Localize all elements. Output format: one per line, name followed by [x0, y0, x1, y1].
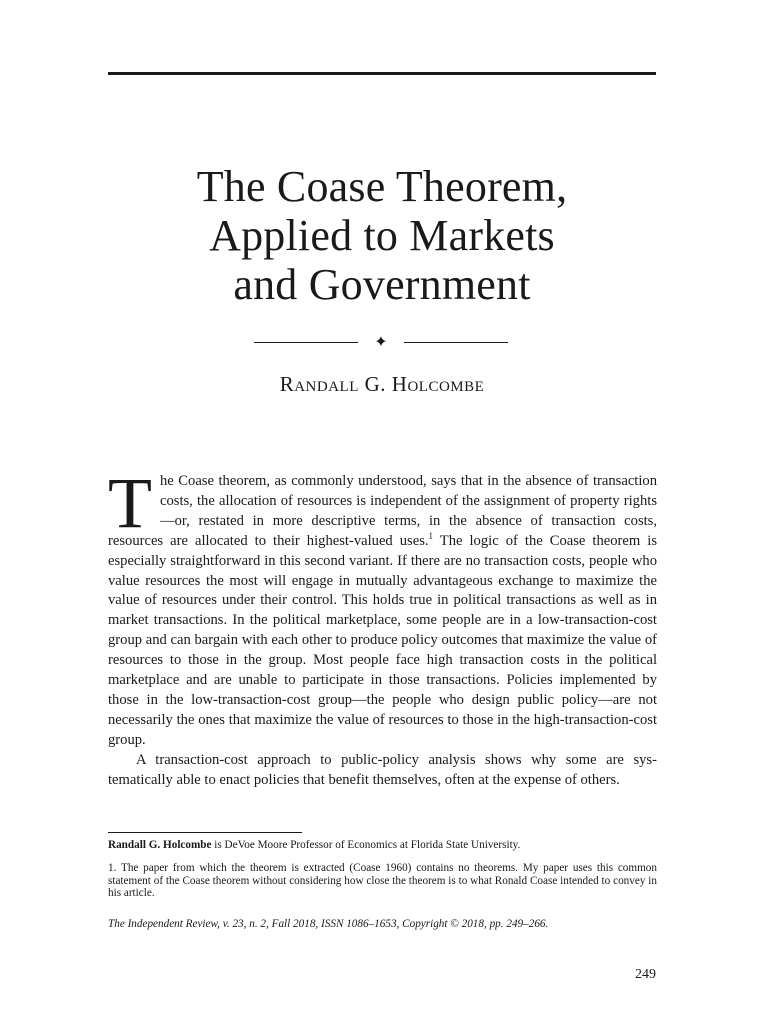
footnote-rule — [108, 832, 302, 833]
title-line-1: The Coase Theorem, — [196, 162, 568, 211]
paragraph-2: A transaction-cost approach to public-policy analysis shows why some are systematically able to enact policies that benefit themselves, often at the expense of others. — [108, 751, 657, 788]
drop-cap: T — [108, 463, 152, 543]
footnote-1: 1. The paper from which the theorem is extracted (Coase 1960) contains no theorems. My paper uses this common statement of the Coase theorem without considering how close the theorem is to what Ronald Coase intended to convey in his article. — [108, 862, 657, 900]
title-line-3: and Government — [233, 260, 531, 309]
title-ornament — [254, 333, 508, 353]
article-body — [108, 463, 657, 791]
footnote-marker[interactable]: 1 — [428, 530, 434, 541]
page-number: 249 — [635, 967, 656, 982]
footnote-author-name: Randall G. Holcombe — [108, 839, 212, 851]
paragraph-1-part-2: The logic of the Coase theorem is especially straightforward in this second variant. If there are no transaction costs, people who value resources the most will engage in mutually advantageous exchange to maximize the value of resources under their control. This holds true in political transactions as well as in market transactions. In the political marketplace, some people are in a low-transaction-cost group and can bargain with each other to produce policy outcomes that maximize the value of resources to those in the group. Most people face high transaction costs in the political marketplace and are unable to participate in those transactions. Policies implemented by those in the low-transaction-cost group—the people who design public policy—are not necessarily the ones that maximize the value of resources to those in the high-transaction-cost group. — [108, 532, 657, 748]
journal-citation: The Independent Review, v. 23, n. 2, Fall 2018, ISSN 1086–1653, Copyright © 2018, pp. 249–266. — [108, 918, 549, 930]
author-name: Randall G. Holcombe — [279, 372, 485, 396]
top-rule — [108, 72, 656, 75]
title-line-2: Applied to Markets — [209, 211, 555, 260]
author-footnote — [108, 838, 657, 852]
article-title — [108, 162, 656, 309]
star-icon: ✦ — [374, 334, 388, 351]
paragraph-1-part-1: he Coase theorem, as commonly understood, says that in the absence of transaction costs, the allocation of resources is independent of the assignment of property rights—or, restated in more descriptive terms, in the absence of transaction costs, resources are allocated to their highest-valued uses. — [108, 473, 657, 549]
paragraph-1 — [108, 463, 657, 751]
footnote-author-bio: is DeVoe Moore Professor of Economics at Florida State University. — [211, 839, 521, 851]
ornament-line-right — [404, 342, 508, 343]
ornament-line-left — [254, 342, 358, 343]
